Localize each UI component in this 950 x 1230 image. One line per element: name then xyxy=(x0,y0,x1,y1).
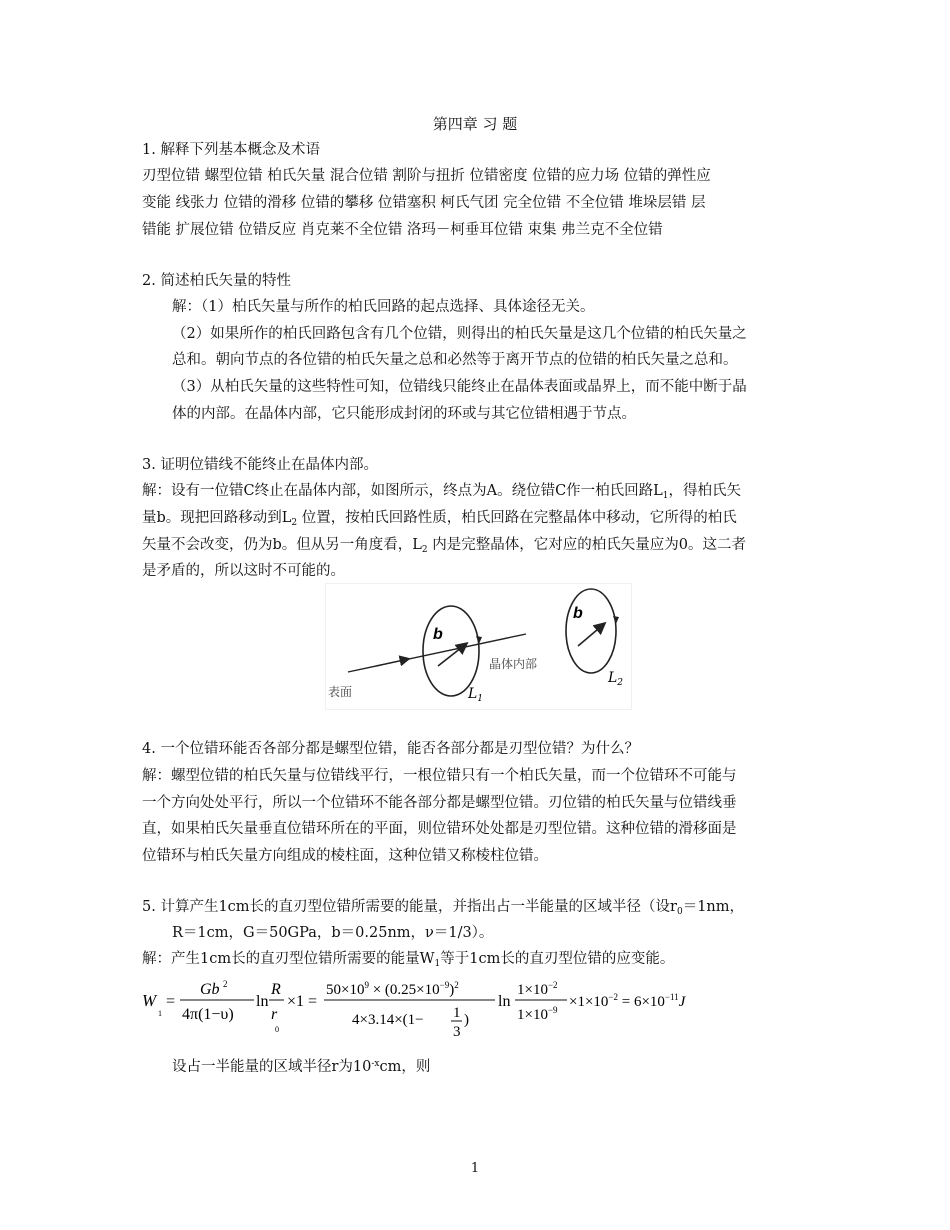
q4-heading: 4. 一个位错环能否各部分都是螺型位错，能否各部分都是刃型位错？为什么？ xyxy=(142,741,639,757)
q2-answer-line-4: （3）从柏氏矢量的这些特性可知，位错线只能终止在晶体表面或晶界上，而不能中断于晶 xyxy=(172,379,747,395)
l1-label: $L_1$ xyxy=(468,686,484,704)
eq-num-2: $50\times 10^9 \times (0.25\times 10^{-9})^2$ xyxy=(326,980,459,998)
eq-num-gb-sup: 2 xyxy=(223,979,228,989)
circuit-l2-loop xyxy=(566,589,616,673)
l2-label: $L_2$ xyxy=(608,670,624,688)
eq-r-sub: 0 xyxy=(275,1025,279,1034)
chapter-title: 第四章 习 题 xyxy=(432,115,518,133)
eq-den-3: $1\times 10^{-9}$ xyxy=(517,1005,558,1023)
eq-ln-2: ln xyxy=(498,993,511,1010)
energy-equation xyxy=(142,976,842,1046)
eq-tail: $\times 1\times 10^{-2} = 6\times 10^{-11}J$ xyxy=(569,992,686,1010)
eq-w: W xyxy=(142,991,157,1010)
eq-ln-1: ln xyxy=(256,993,269,1010)
q5-answer-line-2: 设占一半能量的区域半径r为$10^{-x}cm$，则 xyxy=(172,1059,431,1075)
eq-equals-1: = xyxy=(166,993,176,1010)
q2-answer-line-5: 体的内部。在晶体内部，它只能形成封闭的环或与其它位错相遇于节点。 xyxy=(172,406,636,422)
surface-label: 表面 xyxy=(328,685,353,699)
eq-den-1: 4π(1−υ) xyxy=(182,1006,234,1023)
burgers-circuit-figure xyxy=(325,583,632,710)
eq-num-gb: Gb xyxy=(200,981,220,998)
q2-answer-line-1: 解：（1）柏氏矢量与所作的柏氏回路的起点选择、具体途径无关。 xyxy=(172,299,595,315)
q2-answer-line-3: 总和。朝向节点的各位错的柏氏矢量之总和必然等于离开节点的位错的柏氏矢量之总和。 xyxy=(172,352,738,368)
q3-answer-line-1: 解：设有一位错C终止在晶体内部，如图所示，终点为A。绕位错C作一柏氏回路$L_1$，得柏氏矢 xyxy=(142,483,742,501)
q4-answer-line-1: 解：螺型位错的柏氏矢量与位错线平行，一根位错只有一个柏氏矢量，而一个位错环不可能与 xyxy=(142,768,737,784)
q1-terms-line-2: 变能 线张力 位错的滑移 位错的攀移 位错塞积 柯氏气团 完全位错 不全位错 堆垛层错 层 xyxy=(142,195,706,211)
q5-given-values: R＝1cm，G＝50GPa，b＝0.25nm，ν＝1/3）。 xyxy=(172,925,494,941)
eq-den-2a: 4×3.14×(1− xyxy=(352,1012,424,1028)
q1-heading: 1. 解释下列基本概念及术语 xyxy=(142,142,320,158)
q1-terms-line-1: 刃型位错 螺型位错 柏氏矢量 混合位错 割阶与扭折 位错密度 位错的应力场 位错的弹性应 xyxy=(142,168,711,184)
b-label-l2: b xyxy=(573,605,583,622)
q4-answer-line-2: 一个方向处处平行，所以一个位错环不能各部分都是螺型位错。刃位错的柏氏矢量与位错线垂 xyxy=(142,795,737,811)
q3-answer-line-3: 矢量不会改变，仍为b。但从另一角度看，$L_2$ 内是完整晶体，它对应的柏氏矢量应为0。这二者 xyxy=(142,537,746,555)
l1-arrowhead-icon xyxy=(476,636,482,644)
q2-heading: 2. 简述柏氏矢量的特性 xyxy=(142,273,291,289)
q4-answer-line-4: 位错环与柏氏矢量方向组成的棱柱面，这种位错又称棱柱位错。 xyxy=(142,848,548,864)
l2-burgers-vector xyxy=(578,624,604,646)
eq-r-lower: r xyxy=(271,1006,278,1023)
eq-den-2b: ) xyxy=(464,1012,469,1028)
dislocation-direction-arrow xyxy=(376,659,408,666)
eq-num-3: $1\times 10^{-2}$ xyxy=(517,980,558,998)
q4-answer-line-3: 直，如果柏氏矢量垂直位错环所在的平面，则位错环处处都是刃型位错。这种位错的滑移面是 xyxy=(142,821,737,837)
eq-small-frac-num: 1 xyxy=(453,1005,461,1021)
circuit-l1-loop xyxy=(423,606,479,696)
q5-heading: 5. 计算产生1cm长的直刃型位错所需要的能量，并指出占一半能量的区域半径（设$r_0=1nm$， xyxy=(142,899,745,917)
q3-answer-line-2: 量b。现把回路移动到$L_2$ 位置，按柏氏回路性质，柏氏回路在完整晶体中移动，它所得的柏氏 xyxy=(142,510,737,528)
l1-burgers-vector xyxy=(438,644,466,666)
energy-equation-svg xyxy=(142,976,842,1046)
eq-w-sub: 1 xyxy=(158,1009,162,1018)
q3-heading: 3. 证明位错线不能终止在晶体内部。 xyxy=(142,457,378,473)
eq-small-frac-den: 3 xyxy=(453,1024,461,1040)
eq-times-one: ×1 = xyxy=(287,993,318,1010)
burgers-circuit-diagram xyxy=(326,584,631,709)
q5-answer-line-1: 解：产生1cm长的直刃型位错所需要的能量$W_1$等于1cm长的直刃型位错的应变能。 xyxy=(142,951,675,969)
interior-label: 晶体内部 xyxy=(489,657,538,671)
q3-answer-line-4: 是矛盾的，所以这时不可能的。 xyxy=(142,563,345,579)
q2-answer-line-2: （2）如果所作的柏氏回路包含有几个位错，则得出的柏氏矢量是这几个位错的柏氏矢量之 xyxy=(172,326,747,342)
page-number: 1 xyxy=(470,1161,480,1176)
l2-arrowhead-icon xyxy=(613,616,619,624)
q1-terms-line-3: 错能 扩展位错 位错反应 肖克莱不全位错 洛玛－柯垂耳位错 束集 弗兰克不全位错 xyxy=(142,222,663,238)
eq-r-upper: R xyxy=(271,981,281,998)
b-label-l1: b xyxy=(433,626,443,643)
